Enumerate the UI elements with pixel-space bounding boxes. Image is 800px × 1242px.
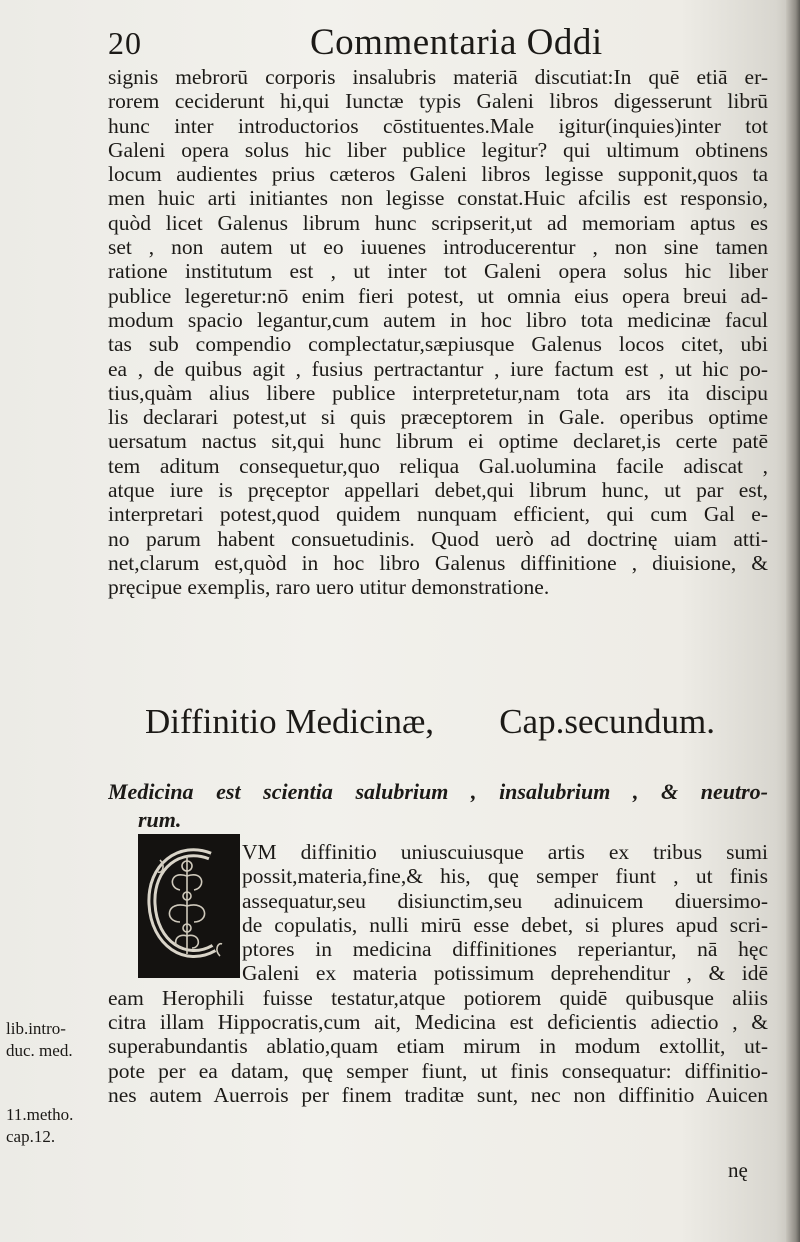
text-line: modum spacio legantur,cum autem in hoc libro tota medicinæ facul — [108, 307, 768, 332]
text-line: net,clarum est,quòd in hoc libro Galenus diffinitione , diuisione, & — [108, 550, 768, 575]
commentary-paragraph — [108, 65, 768, 600]
page-number: 20 — [108, 25, 142, 61]
text-line: pote per ea datam, quę semper fiunt, ut finis consequatur: diffinitio- — [108, 1058, 768, 1083]
running-title: Commentaria Oddi — [310, 22, 603, 63]
margin-note — [6, 1104, 96, 1148]
text-line: citra illam Hippocratis,cum ait, Medicina est deficientis adiectio , & — [108, 1010, 768, 1035]
chapter-number: Cap.secundum. — [499, 702, 715, 741]
definition-line: rum. — [138, 807, 182, 832]
body-paragraph — [108, 840, 768, 1107]
text-line: rorem ceciderunt hi,qui Iunctæ typis Galeni libros digesserunt librū — [108, 89, 768, 114]
text-line: men huic arti initiantes non legisse constat.Huic afcilis est responsio, — [108, 186, 768, 211]
text-line: lis declarari potest,ut si quis præceptorem in Gale. operibus optime — [108, 405, 768, 430]
text-line: set , non autem ut eo iuuenes introducerentur , non sine tamen — [108, 235, 768, 260]
catchword: nę — [728, 1158, 748, 1182]
text-line: ptores in medicina diffinitiones reperiantur, nā hęc — [242, 937, 768, 962]
margin-note-line: 11.metho. — [6, 1105, 74, 1124]
text-line: pręcipue exemplis, raro uero utitur demonstratione. — [108, 575, 550, 600]
text-line: locum audientes prius cæteros Galeni libros legisse supponit,quos ta — [108, 162, 768, 187]
text-line: nes autem Auerrois per finem traditæ sunt, nec non diffinitio Auicen — [108, 1082, 768, 1107]
page-edge-shadow — [786, 0, 800, 1242]
chapter-title: Diffinitio Medicinæ, — [145, 702, 435, 741]
definition-line: Medicina est scientia salubrium , insalubrium , & neutro- — [108, 779, 768, 804]
text-line: Galeni ex materia potissimum deprehenditur , & idē — [242, 961, 768, 986]
text-line: possit,materia,fine,& his, quę semper fiunt , ut finis — [242, 864, 768, 889]
text-line: Galeni opera solus hic liber publice legitur? qui ultimum obtinens — [108, 137, 768, 162]
margin-note-line: duc. med. — [6, 1041, 73, 1060]
text-line: hunc inter introductorios cōstituentes.Male igitur(inquies)inter tot — [108, 113, 768, 138]
text-line: uersatum nactus sit,qui hunc librum ei optime declaret,is certe patē — [108, 429, 768, 454]
text-line: atque iure is pręceptor appellari debet,qui librum hunc, ut par est, — [108, 478, 768, 503]
text-line: assequatur,seu disiunctim,seu adinuicem diuersimo- — [242, 888, 768, 913]
text-line: signis mebrorū corporis insalubris materiā discutiat:In quē etiā er- — [108, 65, 768, 89]
text-line: tius,quàm alius libere publice interpretetur,nam tota ars ita discipu — [108, 380, 768, 405]
margin-note-line: cap.12. — [6, 1127, 56, 1146]
text-line: ea , de quibus agit , fusius pertractantur , iure factum est , ut hic po- — [108, 356, 768, 381]
text-line: superabundantis ablatio,quam etiam mirum in modum extollit, ut- — [108, 1034, 768, 1059]
text-line: tas sub compendio complectatur,sæpiusque Galenus locos citet, ubi — [108, 332, 768, 357]
text-line: no parum habent consuetudinis. Quod uerò ad doctrinę uiam atti- — [108, 526, 768, 551]
margin-note-line: lib.intro- — [6, 1019, 66, 1038]
text-line: tem aditum consequetur,quo reliqua Gal.uolumina facile adiscat , — [108, 453, 768, 478]
text-line: publice legeretur:nō enim fieri potest, ut omnia eius opera breui ad- — [108, 283, 768, 308]
running-head — [108, 22, 768, 64]
text-line: de copulatis, nulli mirū esse debet, si plures apud scri- — [242, 912, 768, 937]
text-line: VM diffinitio uniuscuiusque artis ex tribus sumi — [242, 840, 768, 864]
margin-note — [6, 1018, 96, 1062]
text-line: ratione institutum est , ut inter tot Galeni opera solus hic liber — [108, 259, 768, 284]
text-line: eam Herophili fuisse testatur,atque potiorem quidē quibusque aliis — [108, 985, 768, 1010]
definition-statement — [108, 778, 768, 834]
text-line: quòd licet Galenus librum hunc scripserit,ut ad memoriam aptus es — [108, 210, 768, 235]
text-line: interpretari potest,quod quidem nunquam efficient, qui cum Gal e- — [108, 502, 768, 527]
